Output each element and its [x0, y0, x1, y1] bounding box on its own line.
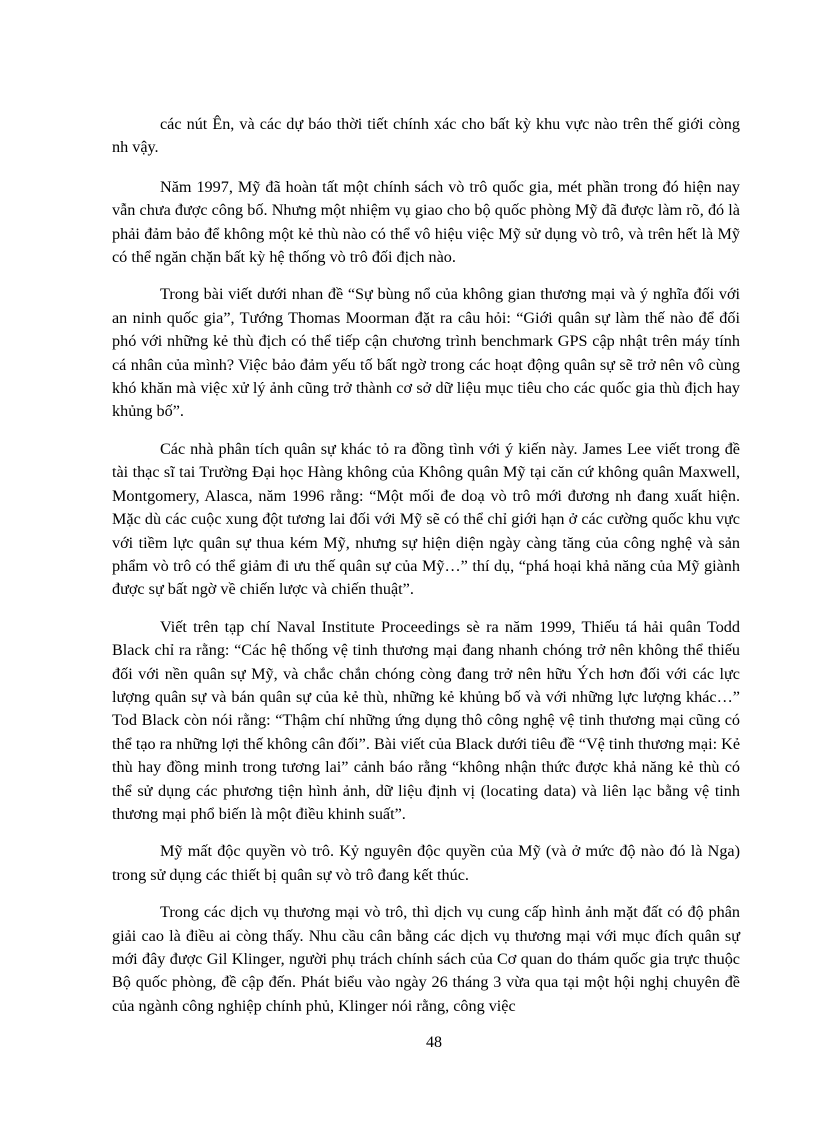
- paragraph-5: Viết trên tạp chí Naval Institute Proceedings sè ra năm 1999, Thiếu tá hải quân Todd Black chỉ ra rằng: “Các hệ thống vệ tinh thương mại đang nhanh chóng trở nên không thể thiếu đối với nền quân sự Mỹ, và chắc chắn chóng còng đang trở nên hữu Ých hơn đối với các lực lượng quân sự và bán quân sự của kẻ thù, những kẻ khủng bố và với những lực lượng khác…” Tod Black còn nói rằng: “Thậm chí những ứng dụng thô công nghệ vệ tinh thương mại cũng có thể tạo ra những lợi thế không cân đối”. Bài viết của Black dưới tiêu đề “Vệ tinh thương mại: Kẻ thù hay đồng minh trong tương lai” cảnh báo rằng “không nhận thức được khả năng kẻ thù có thể sử dụng các phương tiện hình ảnh, dữ liệu định vị (locating data) và liên lạc bằng vệ tinh thương mại phổ biến là một điều khinh suất”.: [112, 617, 740, 823]
- paragraph-3: Trong bài viết dưới nhan đề “Sự bùng nổ của không gian thương mại và ý nghĩa đối với an ninh quốc gia”, Tướng Thomas Moorman đặt ra câu hỏi: “Giới quân sự làm thế nào để đối phó với những kẻ thù địch có thể tiếp cận chương trình benchmark GPS cập nhật trên máy tính cá nhân của mình? Việc bảo đảm yếu tố bất ngờ trong các hoạt động quân sự sẽ trở nên vô cùng khó khăn mà việc xử lý ảnh cũng trở thành cơ sở dữ liệu mục tiêu cho các quốc gia thù địch hay khủng bố”.: [112, 285, 740, 421]
- document-body: [112, 113, 740, 1032]
- page-number: 48: [426, 1034, 442, 1051]
- paragraph-4: Các nhà phân tích quân sự khác tỏ ra đồng tình với ý kiến này. James Lee viết trong đề tài thạc sĩ tai Trường Đại học Hàng không của Không quân Mỹ tại căn cứ không quân Maxwell, Montgomery, Alasca, năm 1996 rằng: “Một mối đe doạ vò trô mới đương nh đang xuất hiện. Mặc dù các cuộc xung đột tương lai đối với Mỹ sẽ có thể chỉ giới hạn ở các cường quốc khu vực với tiềm lực quân sự thua kém Mỹ, nhưng sự hiện diện ngày càng tăng của công nghệ và sản phẩm vò trô có thể giảm đi ưu thế quân sự của Mỹ…” thí dụ, “phá hoại khả năng của Mỹ giành được sự bất ngờ về chiến lược và chiến thuật”.: [112, 439, 740, 599]
- paragraph-7: Trong các dịch vụ thương mại vò trô, thì dịch vụ cung cấp hình ảnh mặt đất có độ phân giải cao là điều ai còng thấy. Nhu cầu cân bằng các dịch vụ thương mại với mục đích quân sự mới đây được Gil Klinger, người phụ trách chính sách của Cơ quan do thám quốc gia trực thuộc Bộ quốc phòng, đề cập đến. Phát biểu vào ngày 26 tháng 3 vừa qua tại một hội nghị chuyên đề của ngành công nghiệp chính phủ, Klinger nói rằng, công việc: [112, 903, 740, 1015]
- paragraph-1: các nút Ên, và các dự báo thời tiết chính xác cho bất kỳ khu vực nào trên thế giới còng nh vậy.: [112, 115, 740, 157]
- paragraph-2: Năm 1997, Mỹ đã hoàn tất một chính sách vò trô quốc gia, mét phần trong đó hiện nay vẫn chưa được công bố. Nhưng một nhiệm vụ giao cho bộ quốc phòng Mỹ đã được làm rõ, đó là phải đảm bảo để không một kẻ thù nào có thể vô hiệu việc Mỹ sử dụng vò trô, và trên hết là Mỹ có thể ngăn chặn bất kỳ hệ thống vò trô đối địch nào.: [112, 177, 740, 267]
- paragraph-6: Mỹ mất độc quyền vò trô. Kỷ nguyên độc quyền của Mỹ (và ở mức độ nào đó là Nga) trong sử dụng các thiết bị quân sự vò trô đang kết thúc.: [112, 842, 740, 884]
